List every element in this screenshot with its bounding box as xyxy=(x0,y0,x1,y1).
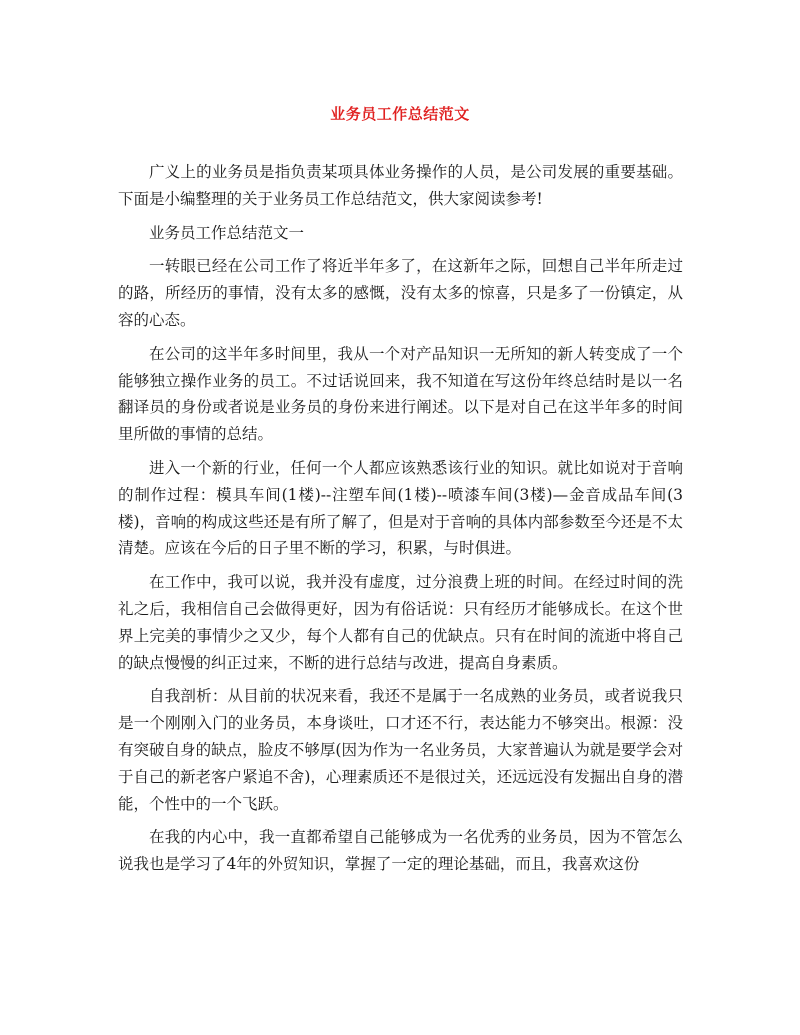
paragraph-2: 在公司的这半年多时间里，我从一个对产品知识一无所知的新人转变成了一个能够独立操作业务的员工。不过话说回来，我不知道在写这份年终总结时是以一名翻译员的身份或者说是业务员的身份来进行阐述。以下是对自己在这半年多的时间里所做的事情的总结。 xyxy=(118,344,683,444)
paragraph-4: 在工作中，我可以说，我并没有虚度，过分浪费上班的时间。在经过时间的洗礼之后，我相信自己会做得更好，因为有俗话说：只有经历才能够成长。在这个世界上完美的事情少之又少，每个人都有自己的优缺点。只有在时间的流逝中将自己的缺点慢慢的纠正过来，不断的进行总结与改进，提高自身素质。 xyxy=(118,573,683,672)
paragraph-5: 自我剖析：从目前的状况来看，我还不是属于一名成熟的业务员，或者说我只是一个刚刚入门的业务员，本身谈吐，口才还不行，表达能力不够突出。根源：没有突破自身的缺点，脸皮不够厚(因为作为一名业务员，大家普遍认为就是要学会对于自己的新老客户紧追不舍)，心理素质还不是很过关，还远远没有发掘出自身的潜能，个性中的一个飞跃。 xyxy=(118,687,683,813)
paragraph-intro: 广义上的业务员是指负责某项具体业务操作的人员，是公司发展的重要基础。下面是小编整理的关于业务员工作总结范文，供大家阅读参考! xyxy=(118,163,683,208)
paragraph-3: 进入一个新的行业，任何一个人都应该熟悉该行业的知识。就比如说对于音响的制作过程：模具车间(1楼)--注塑车间(1楼)--喷漆车间(3楼)—金音成品车间(3楼)，音响的构成这些还是有所了解了，但是对于音响的具体内部参数至今还是不太清楚。应该在今后的日子里不断的学习，积累，与时俱进。 xyxy=(118,458,683,558)
document-body xyxy=(118,159,683,885)
document-title: 业务员工作总结范文 xyxy=(330,105,470,123)
paragraph-6: 在我的内心中，我一直都希望自己能够成为一名优秀的业务员，因为不管怎么说我也是学习了4年的外贸知识，掌握了一定的理论基础，而且，我喜欢这份 xyxy=(118,828,683,874)
paragraph-1: 一转眼已经在公司工作了将近半年多了，在这新年之际，回想自己半年所走过的路，所经历的事情，没有太多的感慨，没有太多的惊喜，只是多了一份镇定，从容的心态。 xyxy=(118,257,683,329)
paragraph-section-heading: 业务员工作总结范文一 xyxy=(149,223,305,242)
